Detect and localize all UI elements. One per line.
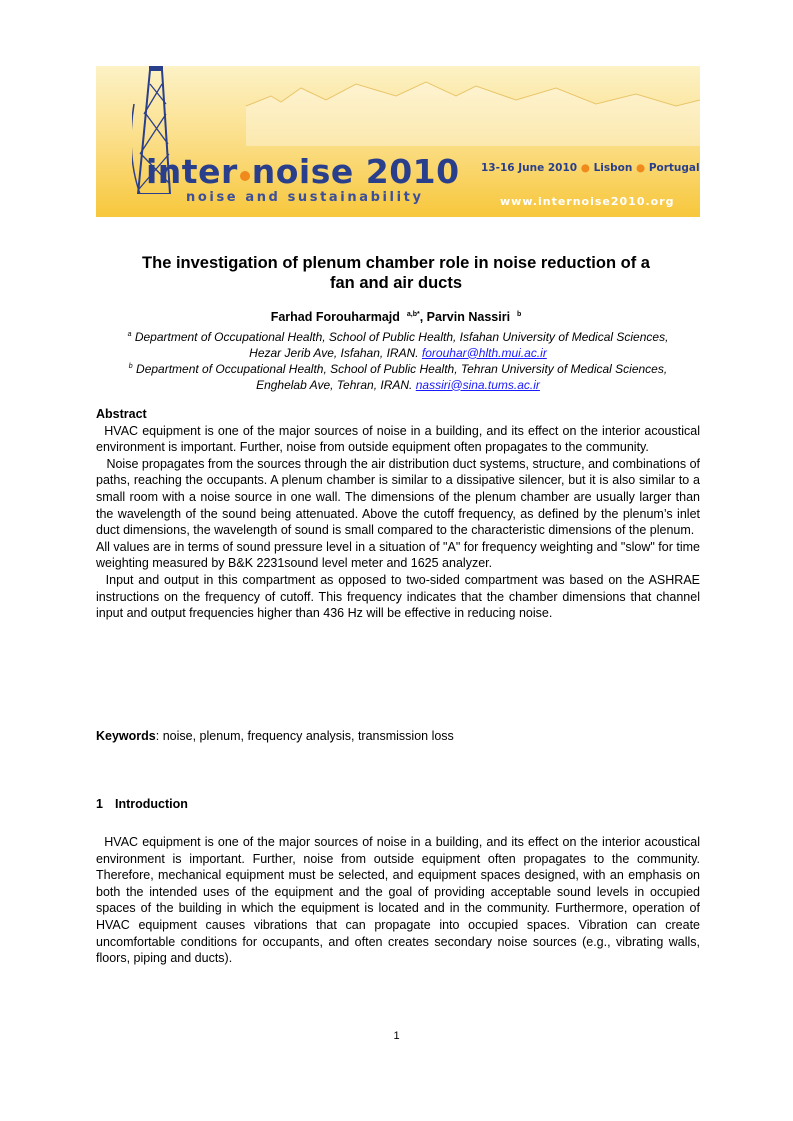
- affiliation: $^a$ Department of Occupational Health, School of Public Health, Isfahan University of Medical Sciences, Hezar Jerib Ave, Isfahan, IRAN. forouhar@hlth.mui.ac.ir: [127, 330, 669, 360]
- abstract-paragraph: HVAC equipment is one of the major sources of noise in a building, and its effect on the interior acoustical environment is important. Further, noise from outside equipment often propagates to the community.: [96, 423, 700, 455]
- introduction-section: [96, 834, 700, 967]
- abstract-heading: Abstract: [96, 407, 147, 421]
- keywords: [96, 728, 700, 745]
- section-heading: 1 Introduction: [96, 797, 188, 811]
- abstract-paragraph: All values are in terms of sound pressure level in a situation of "A" for frequency weighting and "slow" for time weighting measured by B&K 2231sound level meter and 1625 analyzer.: [96, 539, 700, 571]
- affiliation: $^b$ Department of Occupational Health, School of Public Health, Tehran University of Medical Sciences, Enghelab Ave, Tehran, IRAN. nassiri@sina.tums.ac.ir: [128, 362, 668, 392]
- email-link[interactable]: forouhar@hlth.mui.ac.ir: [421, 345, 547, 360]
- abstract-section: [96, 406, 700, 622]
- logo-dot-icon: [240, 171, 250, 181]
- keywords-list: : noise, plenum, frequency analysis, transmission loss: [155, 729, 454, 743]
- authors: Farhad Forouharmajd $^{a,b*}$, Parvin Nassiri $^b$: [270, 310, 522, 324]
- conference-dates: 13-16 June 2010 ● Lisbon ● Portugal: [481, 162, 700, 174]
- abstract-paragraph: Input and output in this compartment as opposed to two-sided compartment was based on the ASHRAE instructions on the frequency of cutoff. This frequency indicates that the chamber dimensions that channel input and output frequencies higher than 436 Hz will be effective in reducing noise.: [96, 572, 700, 621]
- email-link[interactable]: nassiri@sina.tums.ac.ir: [415, 377, 540, 392]
- conference-url[interactable]: www.internoise2010.org: [500, 195, 675, 208]
- keywords-label: Keywords: [96, 729, 156, 743]
- author-name: Parvin Nassiri: [426, 310, 511, 324]
- abstract-paragraph: Noise propagates from the sources through the air distribution duct systems, structure, and combinations of paths, reaching the occupants. A plenum chamber is similar to a dissipative silencer, but it is also similar to a small room with a noise source in one wall. The dimensions of the plenum chamber are usually larger than the wavelength of the sound being attenuated. Above the cutoff frequency, as defined by the plenum’s inlet duct dimensions, the wavelength of sound is small compared to the characteristic dimensions of the plenum.: [96, 456, 700, 538]
- paper-title: The investigation of plenum chamber role in noise reduction of a fan and air ducts: [142, 254, 650, 292]
- author-name: Farhad Forouharmajd: [270, 310, 400, 324]
- conference-banner: [96, 66, 700, 217]
- conference-tagline: noise and sustainability: [186, 190, 424, 205]
- page-number: 1: [393, 1030, 400, 1042]
- conference-logo: inter noise 2010: [146, 152, 460, 191]
- body-paragraph: HVAC equipment is one of the major sources of noise in a building, and its effect on the interior acoustical environment is important. Further, noise from outside equipment often propagates to the community. Therefore, mechanical equipment must be selected, and equipment spaces designed, with an emphasis on both the intended uses of the equipment and the goal of providing acceptable sound levels in occupied spaces of the building in which the equipment is located and in the community. Furthermore, operation of HVAC equipment causes vibrations that can propagate into occupied spaces. Vibration can create uncomfortable conditions for occupants, and often creates secondary noise sources (e.g., vibrating walls, floors, piping and ducts).: [96, 835, 700, 966]
